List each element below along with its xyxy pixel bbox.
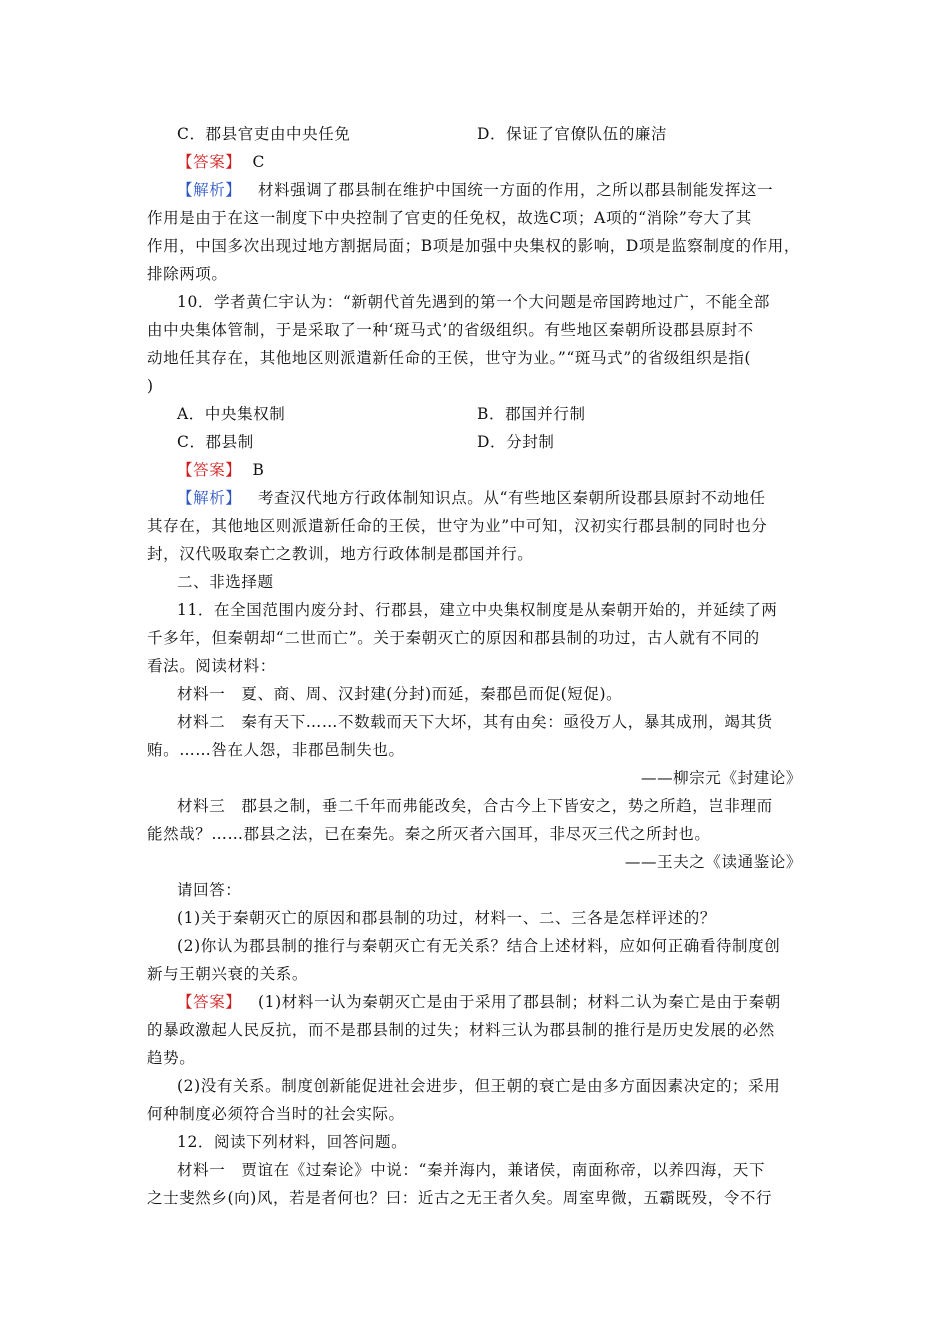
analysis-text: 考查汉代地方行政体制知识点。从“有些地区秦朝所设郡县原封不动地任 xyxy=(258,489,766,507)
q10-option-d: D．分封制 xyxy=(477,433,555,451)
q9-analysis-line: 排除两项。 xyxy=(147,265,228,283)
q11-question-1: (1)关于秦朝灭亡的原因和郡县制的功过，材料一、二、三各是怎样评述的？ xyxy=(177,909,716,927)
answer-text: (1)材料一认为秦朝灭亡是由于采用了郡县制；材料二认为秦亡是由于秦朝 xyxy=(258,993,781,1011)
q9-analysis-line: 作用，中国多次出现过地方割据局面；B项是加强中央集权的影响，D项是监察制度的作用， xyxy=(147,237,800,255)
q9-option-d: D．保证了官僚队伍的廉洁 xyxy=(477,125,668,143)
answer-value: B xyxy=(252,461,265,479)
q11-question-2: 新与王朝兴衰的关系。 xyxy=(147,965,309,983)
q11-answer-line: 何种制度必须符合当时的社会实际。 xyxy=(147,1105,405,1123)
q11-material-3: 能然哉？……郡县之法，已在秦先。秦之所灭者六国耳，非尽灭三代之所封也。 xyxy=(147,825,711,843)
q11-material-2: 材料二 秦有天下……不数载而天下大坏，其有由矣：亟役万人，暴其成刑，竭其货 xyxy=(177,713,773,731)
q9-analysis-line: 作用是由于在这一制度下中央控制了官吏的任免权，故选C项；A项的“消除”夸大了其 xyxy=(147,209,752,227)
q12-material-1: 之士斐然乡(向)风，若是者何也？曰：近古之无王者久矣。周室卑微，五霸既殁，令不行 xyxy=(147,1189,773,1207)
q11-material-2: 贿。……咎在人怨，非郡邑制失也。 xyxy=(147,741,405,759)
q10-answer xyxy=(177,460,842,480)
q10-options-row xyxy=(177,432,842,452)
q10-option-a: A．中央集权制 xyxy=(177,405,286,423)
q11-answer-line: 的暴政激起人民反抗，而不是郡县制的过失；材料三认为郡县制的推行是历史发展的必然 xyxy=(147,1021,775,1039)
answer-tag: 【答案】 xyxy=(177,461,242,479)
section-heading: 二、非选择题 xyxy=(177,573,274,591)
q11-answer-line: (2)没有关系。制度创新能促进社会进步，但王朝的衰亡是由多方面因素决定的；采用 xyxy=(177,1077,781,1095)
analysis-text: 材料强调了郡县制在维护中国统一方面的作用，之所以郡县制能发挥这一 xyxy=(258,181,774,199)
analysis-tag: 【解析】 xyxy=(177,181,242,199)
q12-stem: 12．阅读下列材料，回答问题。 xyxy=(177,1133,408,1151)
analysis-tag: 【解析】 xyxy=(177,489,242,507)
q11-material-3: 材料三 郡县之制，垂二千年而弗能改矣，合古今上下皆安之，势之所趋，岂非理而 xyxy=(177,797,773,815)
answer-tag: 【答案】 xyxy=(177,153,242,171)
q11-stem-line: 千多年，但秦朝却“二世而亡”。关于秦朝灭亡的原因和郡县制的功过，古人就有不同的 xyxy=(147,629,760,647)
q9-option-c: C．郡县官吏由中央任免 xyxy=(177,125,351,143)
q10-stem-line: 10．学者黄仁宇认为：“新朝代首先遇到的第一个大问题是帝国跨地过广，不能全部 xyxy=(177,293,770,311)
q10-analysis-line: 封，汉代吸取秦亡之教训，地方行政体制是郡国并行。 xyxy=(147,545,534,563)
q11-material-2-source: ——柳宗元《封建论》 xyxy=(640,769,802,787)
q11-answer-line: 趋势。 xyxy=(147,1049,196,1067)
q10-stem-line: 由中央集体管制，于是采取了一种‘斑马式’的省级组织。有些地区秦朝所设郡县原封不 xyxy=(147,321,754,339)
q9-options-row xyxy=(177,124,842,144)
q11-question-2: (2)你认为郡县制的推行与秦朝灭亡有无关系？结合上述材料，应如何正确看待制度创 xyxy=(177,937,781,955)
q10-analysis-line: 其存在，其他地区则派遣新任命的王侯，世守为业”中可知，汉初实行郡县制的同时也分 xyxy=(147,517,768,535)
q10-options-row xyxy=(177,404,842,424)
q10-option-c: C．郡县制 xyxy=(177,433,254,451)
q12-material-1: 材料一 贾谊在《过秦论》中说：“秦并海内，兼诸侯，南面称帝，以养四海，天下 xyxy=(177,1161,766,1179)
q11-answer-line xyxy=(177,992,842,1012)
q9-answer xyxy=(177,152,842,172)
q11-ask: 请回答： xyxy=(177,881,242,899)
q10-analysis-line xyxy=(177,488,842,508)
q11-stem-line: 11．在全国范围内废分封、行郡县，建立中央集权制度是从秦朝开始的，并延续了两 xyxy=(177,601,778,619)
q10-stem-line: ) xyxy=(147,377,154,395)
q9-analysis-line xyxy=(177,180,842,200)
answer-tag: 【答案】 xyxy=(177,993,242,1011)
q11-material-3-source: ——王夫之《读通鉴论》 xyxy=(624,853,802,871)
answer-value: C xyxy=(252,153,265,171)
q11-stem-line: 看法。阅读材料： xyxy=(147,657,276,675)
q11-material-1: 材料一 夏、商、周、汉封建(分封)而延，秦郡邑而促(短促)。 xyxy=(177,685,623,703)
q10-option-b: B．郡国并行制 xyxy=(477,405,586,423)
q10-stem-line: 动地任其存在，其他地区则派遣新任命的王侯，世守为业。”“斑马式”的省级组织是指( xyxy=(147,349,752,367)
